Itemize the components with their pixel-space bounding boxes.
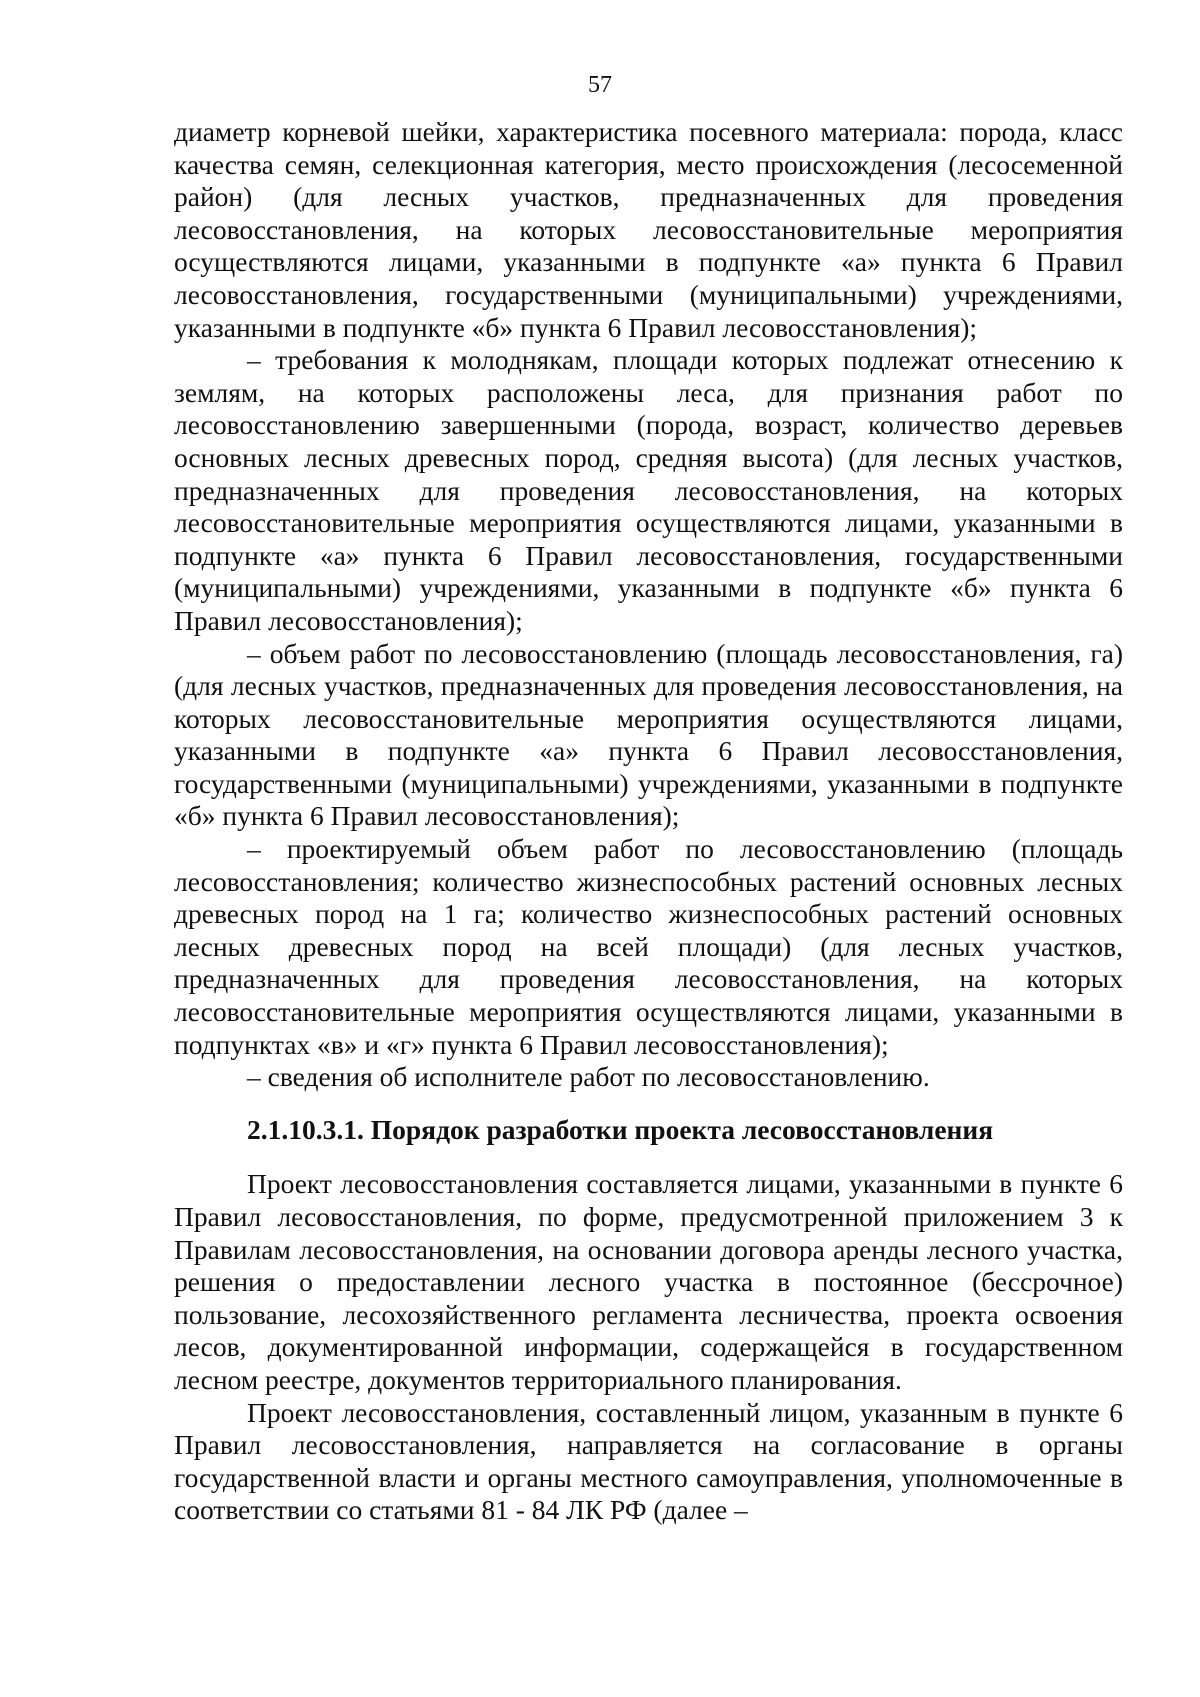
paragraph-project-composition: Проект лесовосстановления составляется лицами, указанными в пункте 6 Правил лесовосстановления, по форме, предусмотренной приложением 3 к Правилам лесовосстановления, на основании договора аренды лесного участка, решения о предоставлении лесного участка в постоянное (бессрочное) пользование, лесохозяйственного регламента лесничества, проекта освоения лесов, документированной информации, содержащейся в государственном лесном реестре, документов территориального планирования. xyxy=(174,1168,1123,1395)
paragraph-work-volume: – объем работ по лесовосстановлению (площадь лесовосстановления, га) (для лесных участков, предназначенных для проведения лесовосстановления, на которых лесовосстановительные мероприятия осуществляются лицами, указанными в подпункте «а» пункта 6 Правил лесовосстановления, государственными (муниципальными) учреждениями, указанными в подпункте «б» пункта 6 Правил лесовосстановления); xyxy=(174,637,1123,832)
page-number: 57 xyxy=(588,72,612,98)
paragraph-projected-work-volume: – проектируемый объем работ по лесовосстановлению (площадь лесовосстановления; количество жизнеспособных растений основных лесных древесных пород на 1 га; количество жизнеспособных растений основных лесных древесных пород на всей площади) (для лесных участков, предназначенных для проведения лесовосстановления, на которых лесовосстановительные мероприятия осуществляются лицами, указанными в подпунктах «в» и «г» пункта 6 Правил лесовосстановления); xyxy=(174,833,1123,1060)
paragraph-project-approval: Проект лесовосстановления, составленный лицом, указанным в пункте 6 Правил лесовосстановления, направляется на согласование в органы государственной власти и органы местного самоуправления, уполномоченные в соответствии со статьями 81 - 84 ЛК РФ (далее – xyxy=(174,1396,1123,1526)
document-body xyxy=(174,116,1123,1527)
paragraph-young-stand-requirements: – требования к молоднякам, площади которых подлежат отнесению к землям, на которых расположены леса, для признания работ по лесовосстановлению завершенными (порода, возраст, количество деревьев основных лесных древесных пород, средняя высота) (для лесных участков, предназначенных для проведения лесовосстановления, на которых лесовосстановительные мероприятия осуществляются лицами, указанными в подпункте «а» пункта 6 Правил лесовосстановления, государственными (муниципальными) учреждениями, указанными в подпункте «б» пункта 6 Правил лесовосстановления); xyxy=(174,344,1123,636)
paragraph-seed-material: диаметр корневой шейки, характеристика посевного материала: порода, класс качества семян, селекционная категория, место происхождения (лесосеменной район) (для лесных участков, предназначенных для проведения лесовосстановления, на которых лесовосстановительные мероприятия осуществляются лицами, указанными в подпункте «а» пункта 6 Правил лесовосстановления, государственными (муниципальными) учреждениями, указанными в подпункте «б» пункта 6 Правил лесовосстановления); xyxy=(174,116,1123,343)
section-heading: 2.1.10.3.1. Порядок разработки проекта лесовосстановления xyxy=(247,1113,994,1145)
paragraph-contractor-info: – сведения об исполнителе работ по лесовосстановлению. xyxy=(247,1061,930,1093)
